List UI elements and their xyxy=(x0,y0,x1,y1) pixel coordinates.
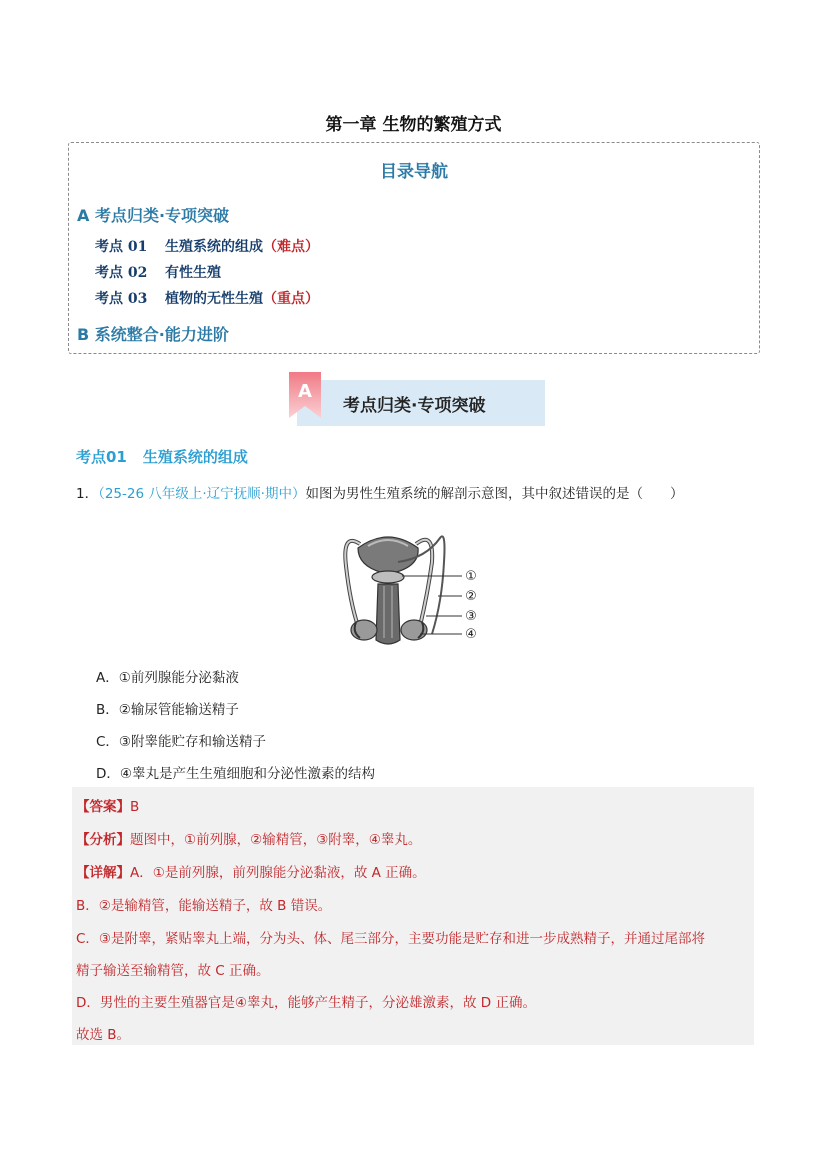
question-stem xyxy=(76,482,683,502)
answer-label: 【答案】 xyxy=(76,799,130,815)
question-number: 1． xyxy=(76,486,99,502)
detail-line-c1: C．③是附睾，紧贴睾丸上端，分为头、体、尾三部分，主要功能是贮存和进一步成熟精子，并通过尾部将 xyxy=(76,931,706,947)
bookmark-flag-icon xyxy=(289,372,321,418)
toc-box xyxy=(68,142,760,354)
detail-label: 【详解】 xyxy=(76,865,130,881)
male-reproductive-system-diagram xyxy=(328,522,488,648)
point-number: 考点01 xyxy=(76,448,127,466)
option-d[interactable]: D．④睾丸是产生生殖细胞和分泌性激素的结构 xyxy=(96,766,375,782)
toc-item-name: 有性生殖 xyxy=(165,265,221,281)
toc-heading: 目录导航 xyxy=(380,162,448,182)
answer-line xyxy=(76,795,139,815)
detail-line-b: B．②是输精管，能输送精子，故 B 错误。 xyxy=(76,898,332,914)
analysis-text: 题图中，①前列腺，②输精管，③附睾，④睾丸。 xyxy=(130,832,422,848)
detail-line-a xyxy=(76,861,426,881)
toc-section-b[interactable]: B 系统整合·能力进阶 xyxy=(77,325,229,344)
toc-item-03[interactable] xyxy=(95,288,319,308)
detail-line-d: D．男性的主要生殖器官是④睾丸，能够产生精子，分泌雄激素，故 D 正确。 xyxy=(76,995,536,1011)
analysis-line xyxy=(76,828,421,848)
toc-item-num: 考点 02 xyxy=(95,265,148,281)
answer-value: B xyxy=(130,799,140,815)
figure-label: ① xyxy=(465,569,477,584)
figure-label: ③ xyxy=(465,609,477,624)
toc-item-02[interactable] xyxy=(95,262,221,282)
question-source: （25-26 八年级上·辽宁抚顺·期中） xyxy=(98,486,306,502)
figure-label: ④ xyxy=(465,627,477,642)
toc-item-num: 考点 03 xyxy=(95,291,148,307)
option-a[interactable]: A．①前列腺能分泌黏液 xyxy=(96,670,239,686)
banner-text: 考点归类·专项突破 xyxy=(343,396,486,416)
point-name: 生殖系统的组成 xyxy=(142,448,248,466)
toc-item-num: 考点 01 xyxy=(95,239,148,255)
chapter-title: 第一章 生物的繁殖方式 xyxy=(325,115,502,135)
toc-item-01[interactable] xyxy=(95,236,319,256)
question-text: 如图为男性生殖系统的解剖示意图，其中叙述错误的是（ ） xyxy=(305,486,684,502)
option-b[interactable]: B．②输尿管能输送精子 xyxy=(96,702,239,718)
toc-section-a[interactable]: A 考点归类·专项突破 xyxy=(77,206,230,225)
detail-a-text: A．①是前列腺，前列腺能分泌黏液，故 A 正确。 xyxy=(130,865,426,881)
toc-item-tag: （重点） xyxy=(263,291,319,307)
conclusion-line: 故选 B。 xyxy=(76,1027,131,1043)
option-c[interactable]: C．③附睾能贮存和输送精子 xyxy=(96,734,267,750)
answer-explanation-box xyxy=(72,787,754,1045)
figure-label: ② xyxy=(465,589,477,604)
banner-letter: A xyxy=(298,381,312,402)
analysis-label: 【分析】 xyxy=(76,832,130,848)
point-heading xyxy=(76,446,248,467)
toc-item-name: 植物的无性生殖 xyxy=(165,291,263,307)
toc-item-name: 生殖系统的组成 xyxy=(165,239,263,255)
section-banner xyxy=(287,372,545,428)
detail-line-c2: 精子输送至输精管，故 C 正确。 xyxy=(76,963,270,979)
toc-item-tag: （难点） xyxy=(263,239,319,255)
